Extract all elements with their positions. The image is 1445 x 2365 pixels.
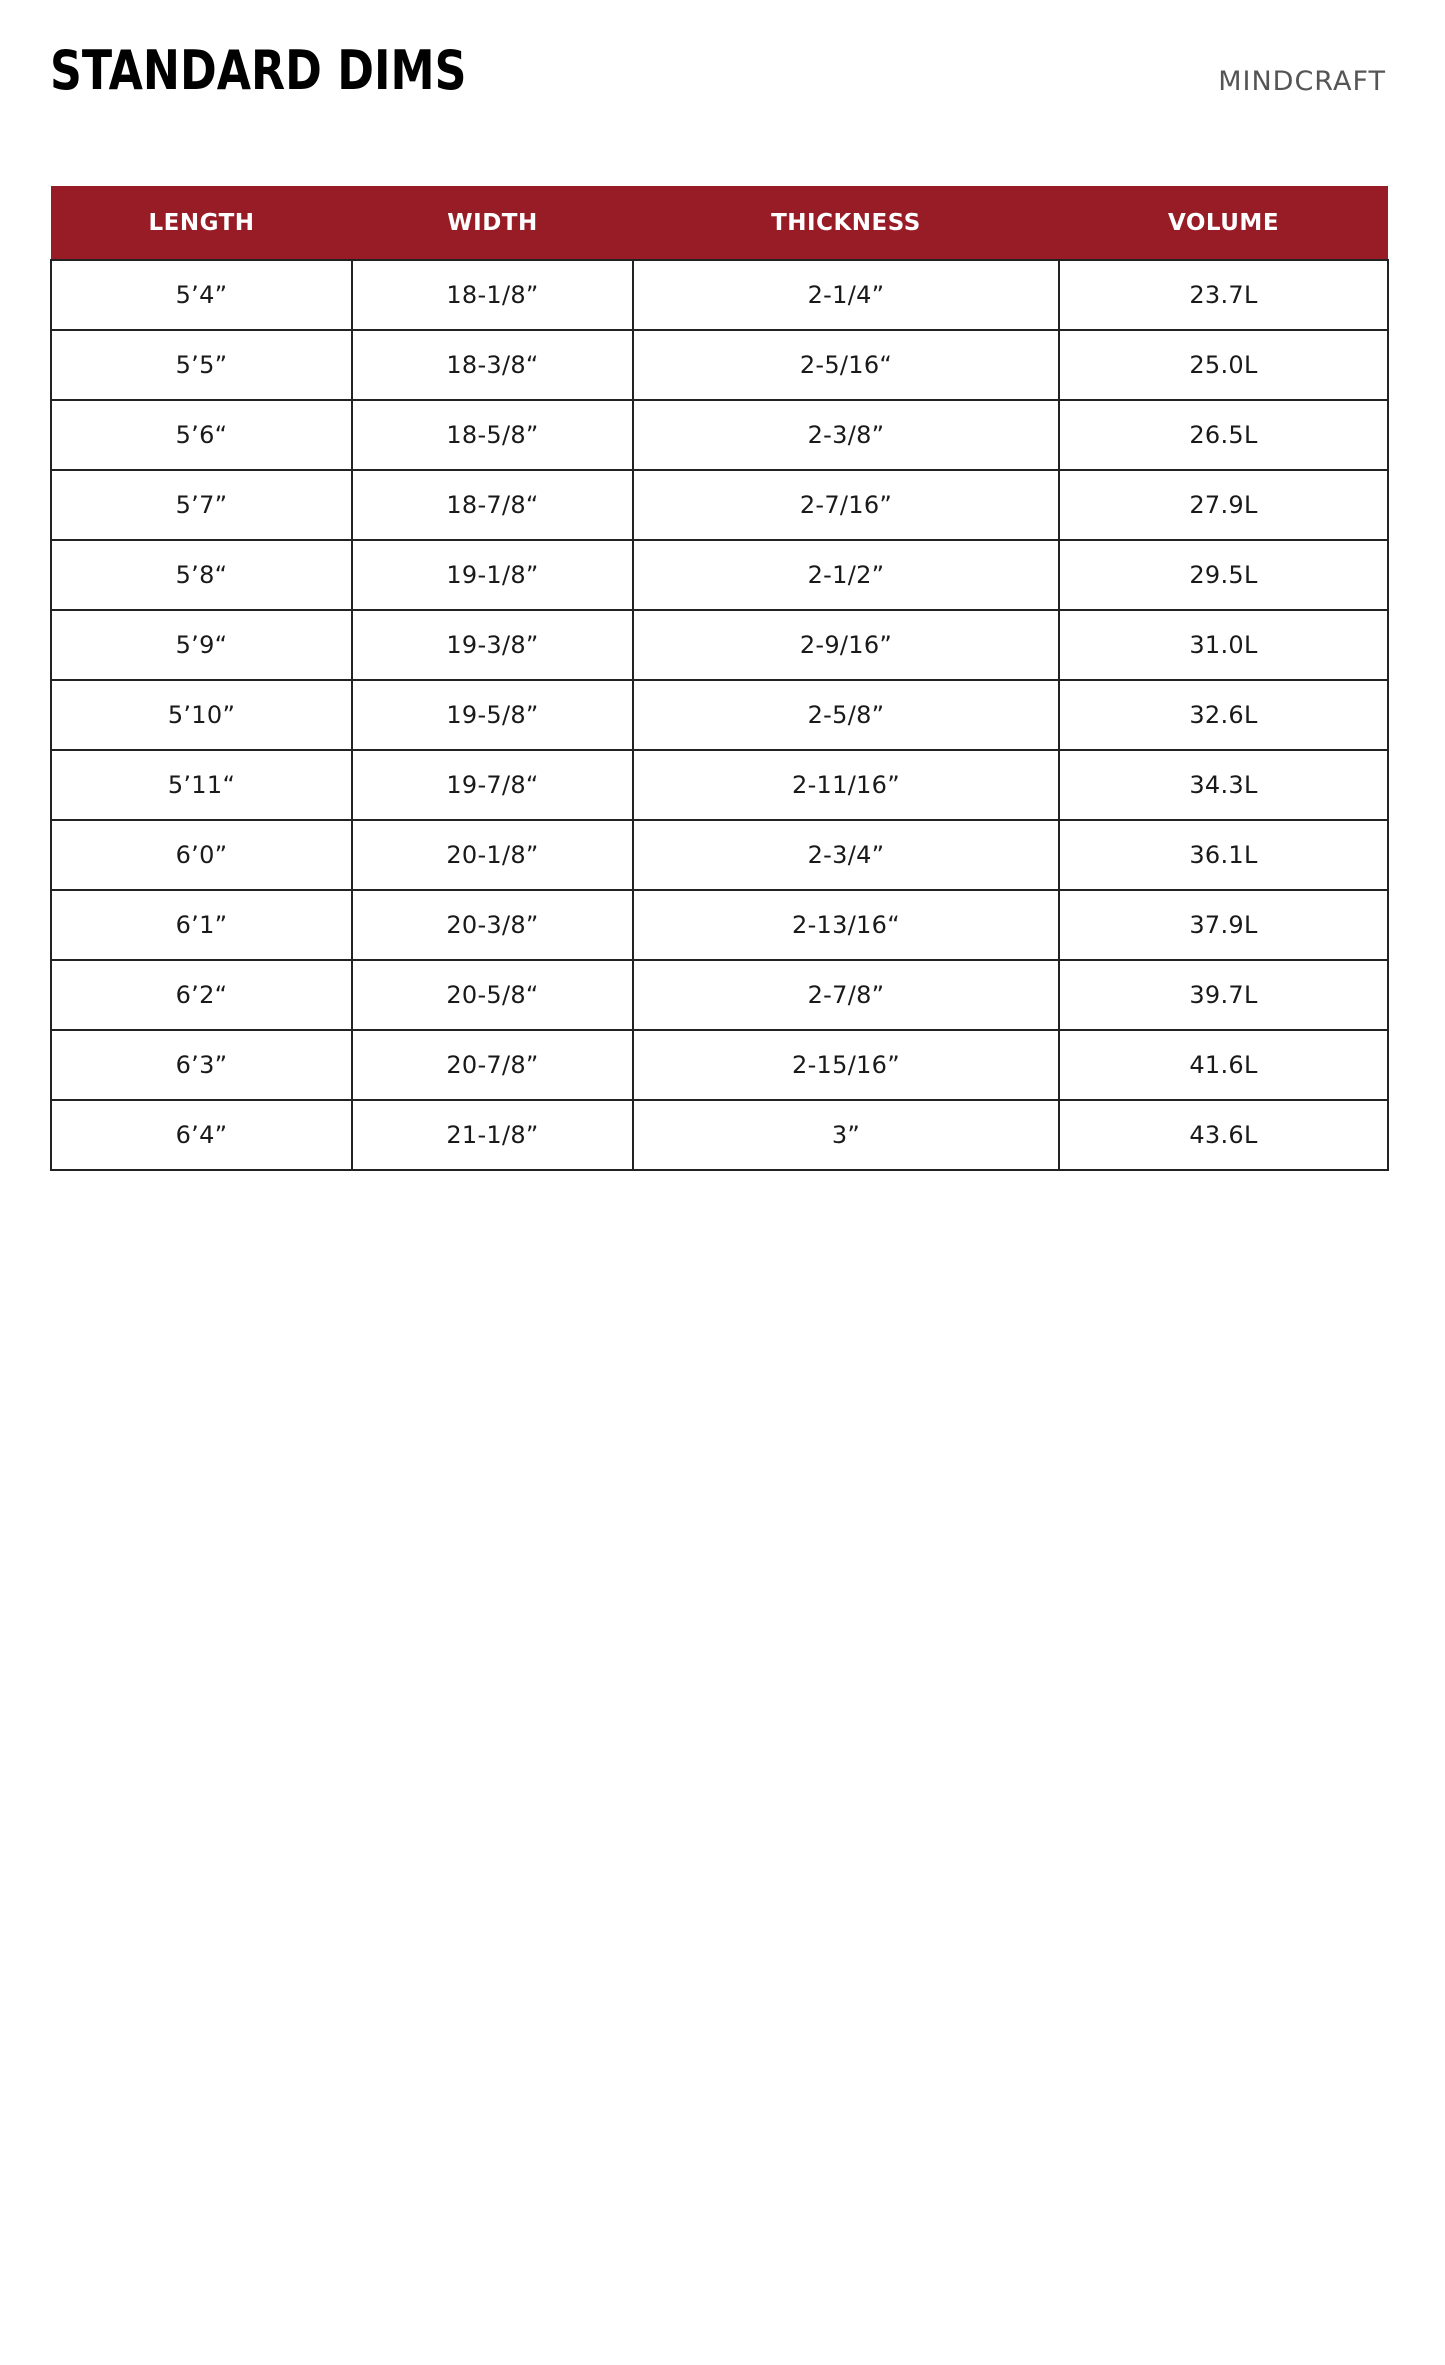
width-cell: 19-5/8”	[352, 680, 633, 750]
length-cell: 6’3”	[51, 1030, 352, 1100]
thickness-cell: 2-1/4”	[633, 260, 1059, 330]
width-cell: 20-7/8”	[352, 1030, 633, 1100]
table-row	[51, 680, 1388, 750]
table-row	[51, 400, 1388, 470]
column-header-length: LENGTH	[51, 186, 352, 260]
length-cell: 6’4”	[51, 1100, 352, 1170]
width-cell: 19-7/8“	[352, 750, 633, 820]
dims-table	[50, 186, 1389, 1171]
length-cell: 5’4”	[51, 260, 352, 330]
table-row	[51, 260, 1388, 330]
table-row	[51, 1100, 1388, 1170]
volume-cell: 29.5L	[1059, 540, 1388, 610]
width-cell: 18-5/8”	[352, 400, 633, 470]
volume-cell: 23.7L	[1059, 260, 1388, 330]
thickness-cell: 2-3/8”	[633, 400, 1059, 470]
table-row	[51, 890, 1388, 960]
brand-name: MINDCRAFT	[1218, 66, 1386, 97]
thickness-cell: 2-5/8”	[633, 680, 1059, 750]
volume-cell: 25.0L	[1059, 330, 1388, 400]
thickness-cell: 2-7/16”	[633, 470, 1059, 540]
length-cell: 5’6“	[51, 400, 352, 470]
width-cell: 19-3/8”	[352, 610, 633, 680]
thickness-cell: 2-9/16”	[633, 610, 1059, 680]
thickness-cell: 2-11/16”	[633, 750, 1059, 820]
table-row	[51, 610, 1388, 680]
width-cell: 20-5/8“	[352, 960, 633, 1030]
thickness-cell: 2-13/16“	[633, 890, 1059, 960]
table-row	[51, 330, 1388, 400]
thickness-cell: 2-3/4”	[633, 820, 1059, 890]
length-cell: 6’1”	[51, 890, 352, 960]
width-cell: 18-7/8“	[352, 470, 633, 540]
table-row	[51, 750, 1388, 820]
column-header-width: WIDTH	[352, 186, 633, 260]
volume-cell: 41.6L	[1059, 1030, 1388, 1100]
width-cell: 18-3/8“	[352, 330, 633, 400]
thickness-cell: 3”	[633, 1100, 1059, 1170]
column-header-thickness: THICKNESS	[633, 186, 1059, 260]
length-cell: 6’2“	[51, 960, 352, 1030]
volume-cell: 39.7L	[1059, 960, 1388, 1030]
table-row	[51, 1030, 1388, 1100]
width-cell: 21-1/8”	[352, 1100, 633, 1170]
thickness-cell: 2-5/16“	[633, 330, 1059, 400]
width-cell: 19-1/8”	[352, 540, 633, 610]
length-cell: 5’9“	[51, 610, 352, 680]
thickness-cell: 2-7/8”	[633, 960, 1059, 1030]
table-row	[51, 960, 1388, 1030]
length-cell: 5’5”	[51, 330, 352, 400]
width-cell: 20-3/8”	[352, 890, 633, 960]
volume-cell: 37.9L	[1059, 890, 1388, 960]
volume-cell: 27.9L	[1059, 470, 1388, 540]
length-cell: 5’10”	[51, 680, 352, 750]
header-row	[51, 186, 1388, 260]
volume-cell: 32.6L	[1059, 680, 1388, 750]
width-cell: 18-1/8”	[352, 260, 633, 330]
thickness-cell: 2-1/2”	[633, 540, 1059, 610]
width-cell: 20-1/8”	[352, 820, 633, 890]
table-row	[51, 470, 1388, 540]
table-header	[51, 186, 1388, 260]
length-cell: 5’11“	[51, 750, 352, 820]
volume-cell: 26.5L	[1059, 400, 1388, 470]
page-title: STANDARD DIMS	[50, 39, 467, 102]
thickness-cell: 2-15/16”	[633, 1030, 1059, 1100]
length-cell: 5’8“	[51, 540, 352, 610]
volume-cell: 31.0L	[1059, 610, 1388, 680]
column-header-volume: VOLUME	[1059, 186, 1388, 260]
length-cell: 5’7”	[51, 470, 352, 540]
table-row	[51, 540, 1388, 610]
volume-cell: 34.3L	[1059, 750, 1388, 820]
volume-cell: 36.1L	[1059, 820, 1388, 890]
table-row	[51, 820, 1388, 890]
table-body	[51, 260, 1388, 1170]
length-cell: 6’0”	[51, 820, 352, 890]
volume-cell: 43.6L	[1059, 1100, 1388, 1170]
